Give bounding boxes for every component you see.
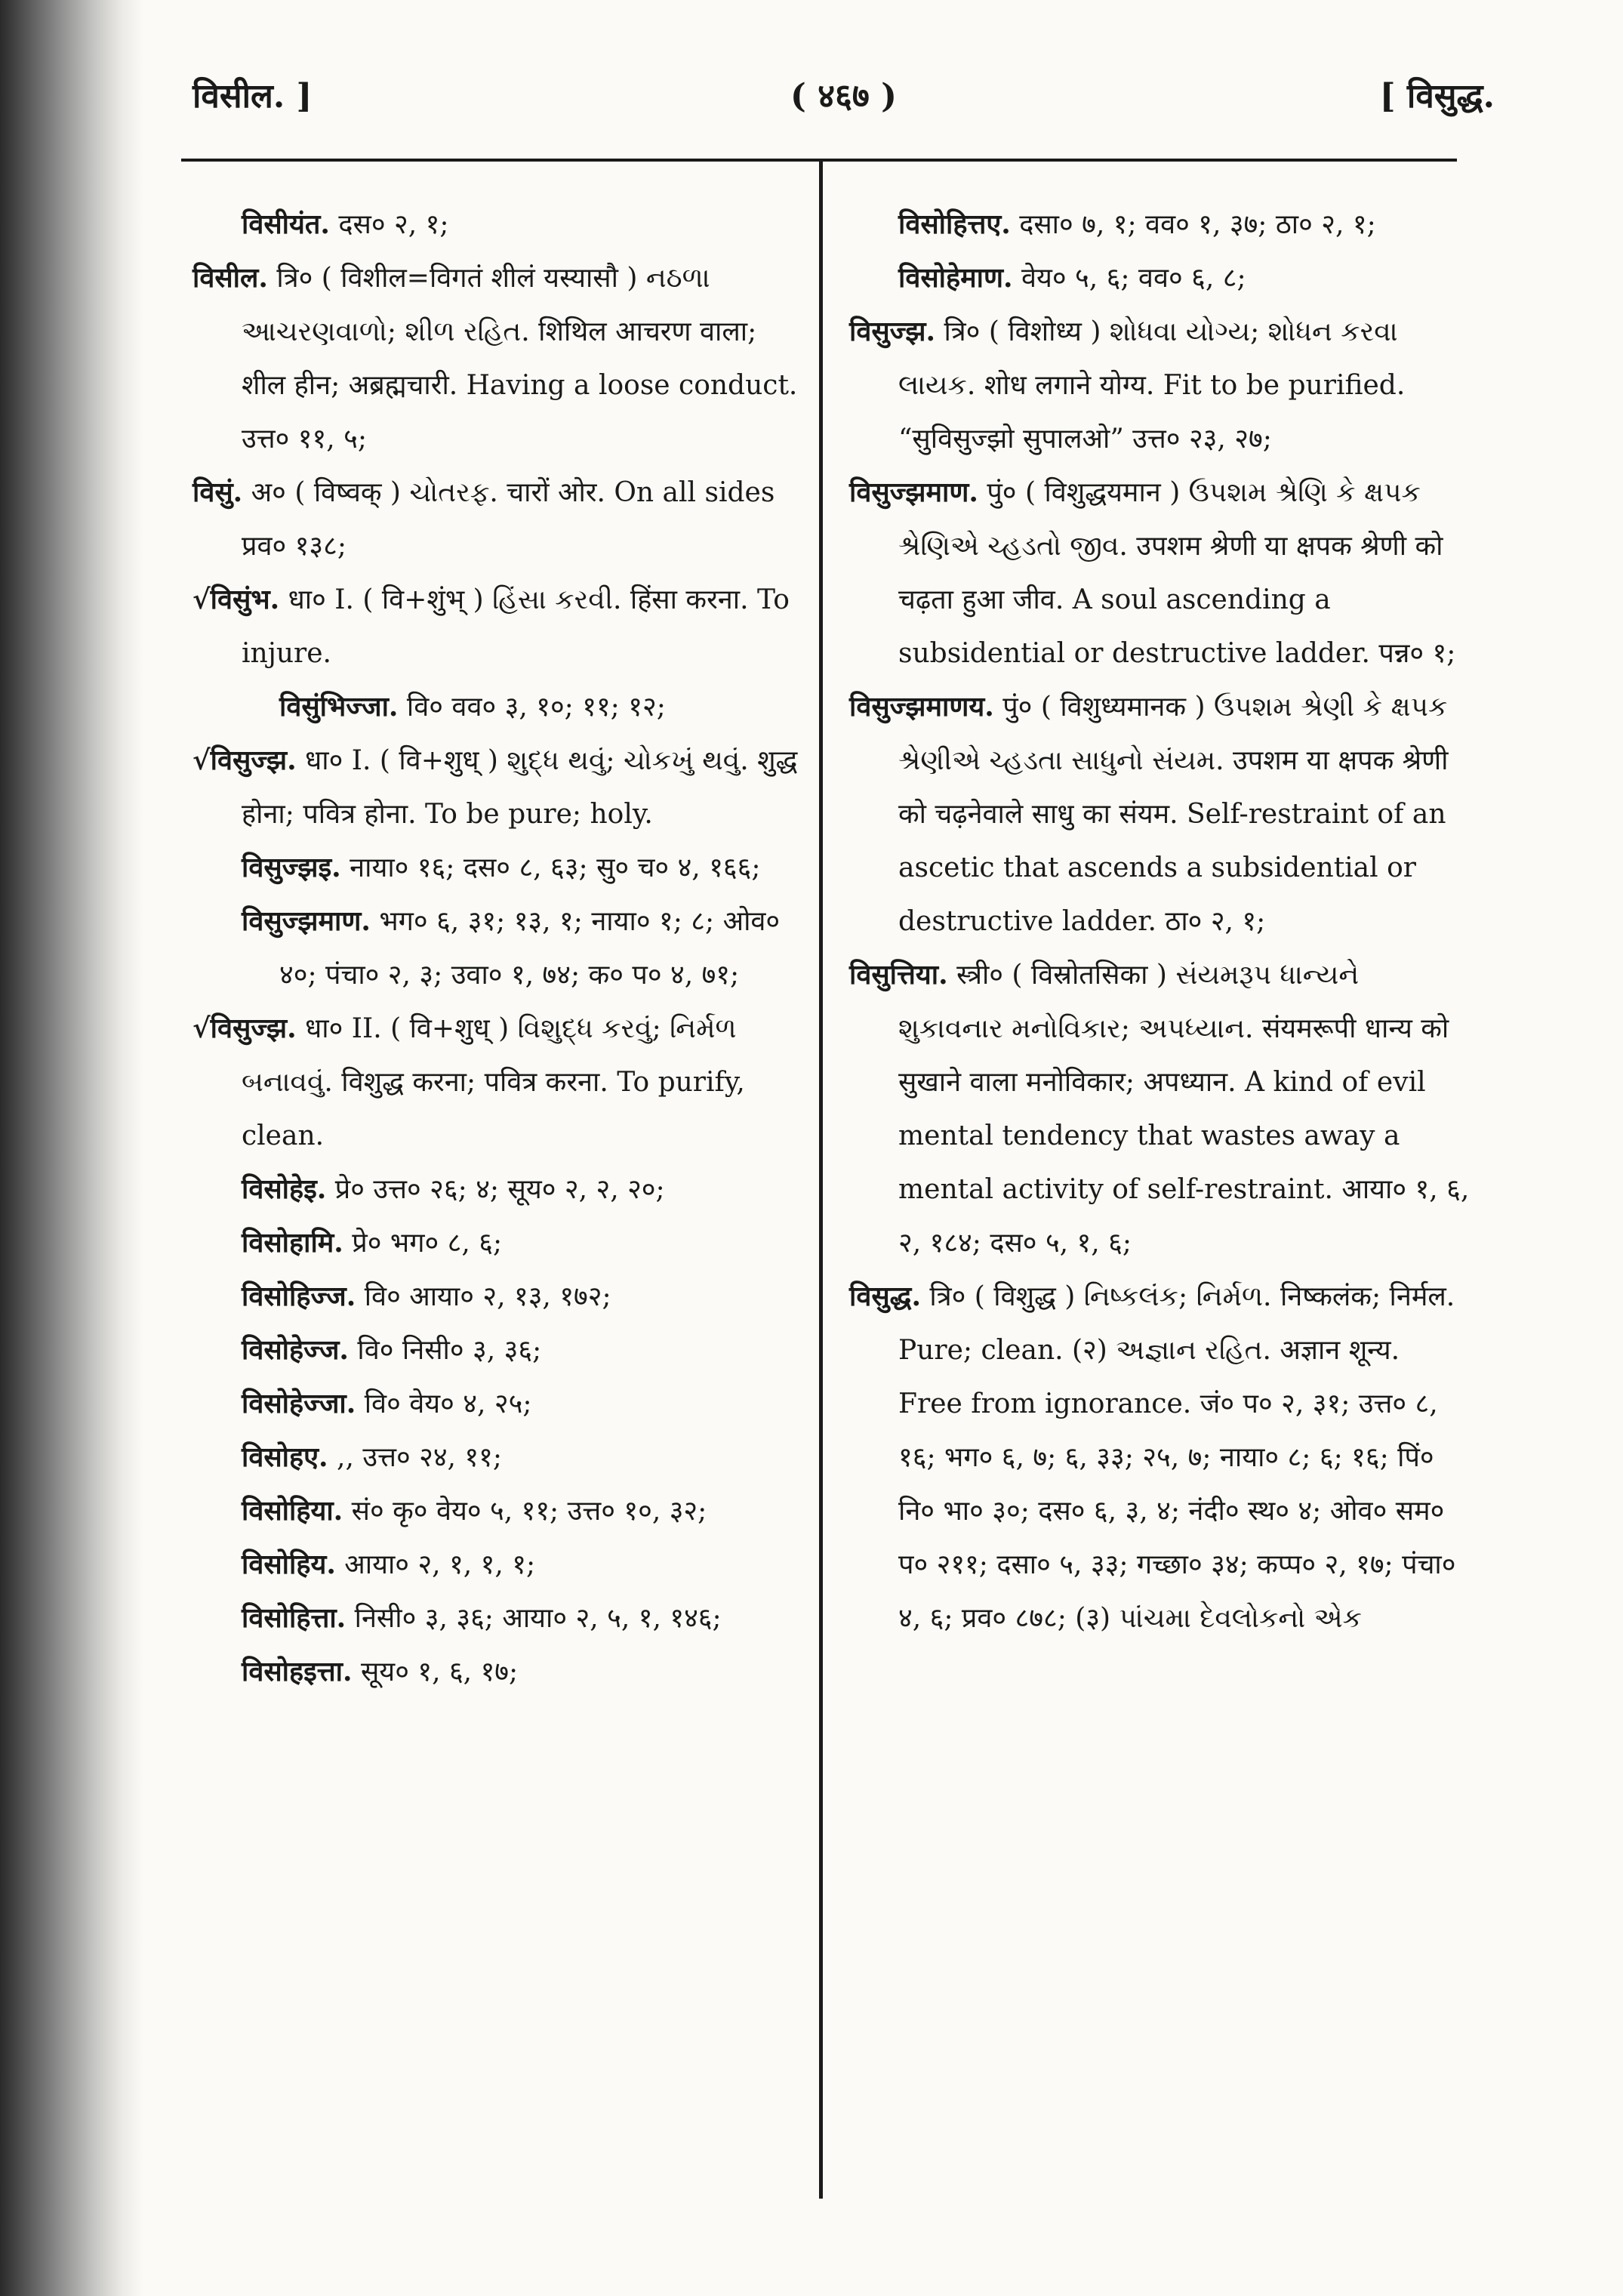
dictionary-entry xyxy=(192,198,808,251)
entry-headword: विसोहइत्ता. xyxy=(242,1656,353,1687)
dictionary-entry xyxy=(192,1270,808,1324)
page-header xyxy=(192,72,1495,132)
entry-definition: प्रे० भग० ८, ६; xyxy=(343,1228,503,1259)
dictionary-entry xyxy=(192,1645,808,1699)
dictionary-entry xyxy=(192,1163,808,1216)
dictionary-entry xyxy=(192,1216,808,1270)
entry-headword: विसुं. xyxy=(192,476,243,508)
entry-definition: धा० I. ( वि+शुध् ) શુદ્ધ થવું; ચોકખું થવું. शुद्ध होना; पवित्र होना. To be pure; holy. xyxy=(242,745,798,830)
entry-definition: पुं० ( विशुध्यमानक ) ઉપશમ શ્રેણી કે ક્ષપક શ્રેણીએ ચ્હડતા સાધુનો સંયમ. उपशम या क्षपक श्रेणी को चढ़नेवाले साधु का संयम. Self-restraint of an ascetic that ascends a subsidential or destructive ladder. ठा० २, १; xyxy=(898,692,1449,937)
entry-headword: विसोहिया. xyxy=(242,1495,343,1527)
right-column xyxy=(849,198,1472,1645)
dictionary-entry xyxy=(192,1484,808,1538)
dictionary-entry xyxy=(192,573,808,680)
dictionary-entry xyxy=(192,1431,808,1484)
entry-definition: सं० कृ० वेय० ५, ११; उत्त० १०, ३२; xyxy=(343,1496,707,1527)
dictionary-entry xyxy=(849,251,1472,305)
entry-headword: विसुज्झमाण. xyxy=(849,476,978,508)
entry-headword: √विसुज्झ. xyxy=(192,744,297,776)
entry-definition: ,, उत्त० २४, ११; xyxy=(328,1442,502,1473)
entry-headword: विसुंभिज्जा. xyxy=(279,691,399,723)
entry-headword: विसोहेज्ज. xyxy=(242,1334,349,1366)
entry-headword: विसुज्झइ. xyxy=(242,852,341,883)
dictionary-entry xyxy=(849,198,1472,251)
dictionary-entry xyxy=(192,1324,808,1377)
dictionary-entry xyxy=(192,1377,808,1431)
header-left-guideword: विसील. ] xyxy=(192,77,313,116)
entry-headword: विसीयंत. xyxy=(242,208,330,240)
dictionary-entry xyxy=(849,680,1472,948)
entry-headword: विसुज्झमाणय. xyxy=(849,691,994,723)
dictionary-entry xyxy=(849,305,1472,466)
entry-definition: भग० ६, ३१; १३, १; नाया० १; ८; ओव० ४०; पंचा० २, ३; उवा० १, ७४; क० प० ४, ७१; xyxy=(279,906,781,991)
entry-headword: विसुद्ध. xyxy=(849,1281,921,1312)
dictionary-entry xyxy=(192,895,808,1002)
dictionary-entry xyxy=(192,466,808,573)
entry-headword: विसोहित्ता. xyxy=(242,1602,346,1634)
entry-definition: आया० २, १, १, १; xyxy=(335,1549,536,1580)
header-right-guideword: [ विसुद्ध. xyxy=(1379,77,1495,116)
entry-headword: √विसुज्झ. xyxy=(192,1012,297,1044)
left-column xyxy=(192,198,808,1699)
entry-headword: विसोहिय. xyxy=(242,1549,336,1580)
entry-definition: सूय० १, ६, १७; xyxy=(352,1657,519,1687)
entry-definition: नाया० १६; दस० ८, ६३; सु० च० ४, १६६; xyxy=(340,852,761,883)
entry-definition: अ० ( विष्वक् ) ચોતરફ. चारों ओर. On all sides प्रव० १३८; xyxy=(242,477,775,562)
entry-headword: विसोहेइ. xyxy=(242,1173,327,1205)
column-divider xyxy=(819,160,823,2199)
entry-definition: वि० वेय० ४, २५; xyxy=(356,1388,532,1419)
entry-headword: विसुज्झ. xyxy=(849,316,936,347)
entry-definition: पुं० ( विशुद्धयमान ) ઉપશમ શ્રેણિ કે ક્ષપક શ્રેણિએ ચ્હડતો જીવ. उपशम श्रेणी या क्षपक श्रेणी को चढ़ता हुआ जीव. A soul ascending a subsidential or destructive ladder. पन्न० १; xyxy=(898,477,1456,669)
entry-definition: धा० II. ( वि+शुध् ) વિશુદ્ધ કરવું; નિર્મળ બનાવવું. विशुद्ध करना; पवित्र करना. To purify, clean. xyxy=(242,1013,745,1151)
dictionary-entry xyxy=(192,680,808,734)
entry-definition: वि० निसी० ३, ३६; xyxy=(348,1335,542,1366)
entry-definition: वि० वव० ३, १०; ११; १२; xyxy=(398,692,666,723)
entry-definition: त्रि० ( विशील=विगतं शीलं यस्यासौ ) નઠળા આચરણવાળો; શીળ રહિત. शिथिल आचरण वाला; शील हीन; अब्रह्मचारी. Having a loose conduct. उत्त० ११, ५; xyxy=(242,263,798,455)
dictionary-entry xyxy=(192,841,808,895)
dictionary-entry xyxy=(849,948,1472,1270)
book-binding-shadow xyxy=(0,0,143,2296)
entry-headword: विसोहित्तए. xyxy=(898,208,1011,240)
entry-headword: विसोहेमाण. xyxy=(898,262,1013,294)
entry-definition: वि० आया० २, १३, १७२; xyxy=(356,1281,611,1312)
entry-definition: स्त्री० ( विस्रोतसिका ) સંયમરૂપ ધાન્યને શુકાવનાર મનોવિકાર; અપધ્યાન. संयमरूपी धान्य को सुखाने वाला मनोविकार; अपध्यान. A kind of evil mental tendency that wastes away a mental activity of self-restraint. आया० १, ६, २, १८४; दस० ५, १, ६; xyxy=(898,960,1470,1259)
dictionary-entry xyxy=(192,251,808,466)
dictionary-entry xyxy=(192,1592,808,1645)
entry-definition: त्रि० ( विशुद्ध ) નિષ્કલંક; નિર્મળ. निष्कलंक; निर्मल. Pure; clean. (२) અજ્ઞાન રહિત. अज्ञान शून्य. Free from ignorance. जं० प० २, ३१; उत्त० ८, १६; भग० ६, ७; ६, ३३; २५, ७; नाया० ८; ६; १६; पिं० नि० भा० ३०; दस० ६, ३, ४; नंदी० स्थ० ४; ओव० सम० प० २११; दसा० ५, ३३; गच्छा० ३४; कप्प० २, १७; पंचा० ४, ६; प्रव० ८७८; (३) પાંચમા દેવલોકનો એક xyxy=(898,1281,1456,1634)
entry-definition: दस० २, १; xyxy=(329,209,449,240)
dictionary-entry xyxy=(192,734,808,841)
entry-headword: √विसुंभ. xyxy=(192,584,280,615)
dictionary-entry xyxy=(849,1270,1472,1645)
entry-definition: प्रे० उत्त० २६; ४; सूय० २, २, २०; xyxy=(326,1174,665,1205)
entry-definition: त्रि० ( विशोध्य ) શોધવા યોગ્ય; શોધન કરવા લાયક. शोध लगाने योग्य. Fit to be purified. “सुविसुज्झो सुपालओ” उत्त० २३, २७; xyxy=(898,316,1406,455)
entry-definition: निसी० ३, ३६; आया० २, ५, १, १४६; xyxy=(346,1603,722,1634)
entry-headword: विसोहए. xyxy=(242,1441,328,1473)
entry-headword: विसोहिज्ज. xyxy=(242,1281,356,1312)
dictionary-entry xyxy=(192,1538,808,1592)
dictionary-entry xyxy=(192,1002,808,1163)
entry-headword: विसील. xyxy=(192,262,268,294)
entry-headword: विसोहेज्जा. xyxy=(242,1388,356,1419)
entry-definition: धा० I. ( वि+शुंभ् ) હિંસા કરવી. हिंसा करना. To injure. xyxy=(242,584,790,669)
entry-definition: दसा० ७, १; वव० १, ३७; ठा० २, १; xyxy=(1010,209,1376,240)
entry-definition: वेय० ५, ६; वव० ६, ८; xyxy=(1012,263,1246,294)
dictionary-entry xyxy=(849,466,1472,680)
entry-headword: विसुज्झमाण. xyxy=(242,905,371,937)
entry-headword: विसोहामि. xyxy=(242,1227,343,1259)
page-number: ( ४६७ ) xyxy=(790,77,897,116)
entry-headword: विसुत्तिया. xyxy=(849,959,948,991)
